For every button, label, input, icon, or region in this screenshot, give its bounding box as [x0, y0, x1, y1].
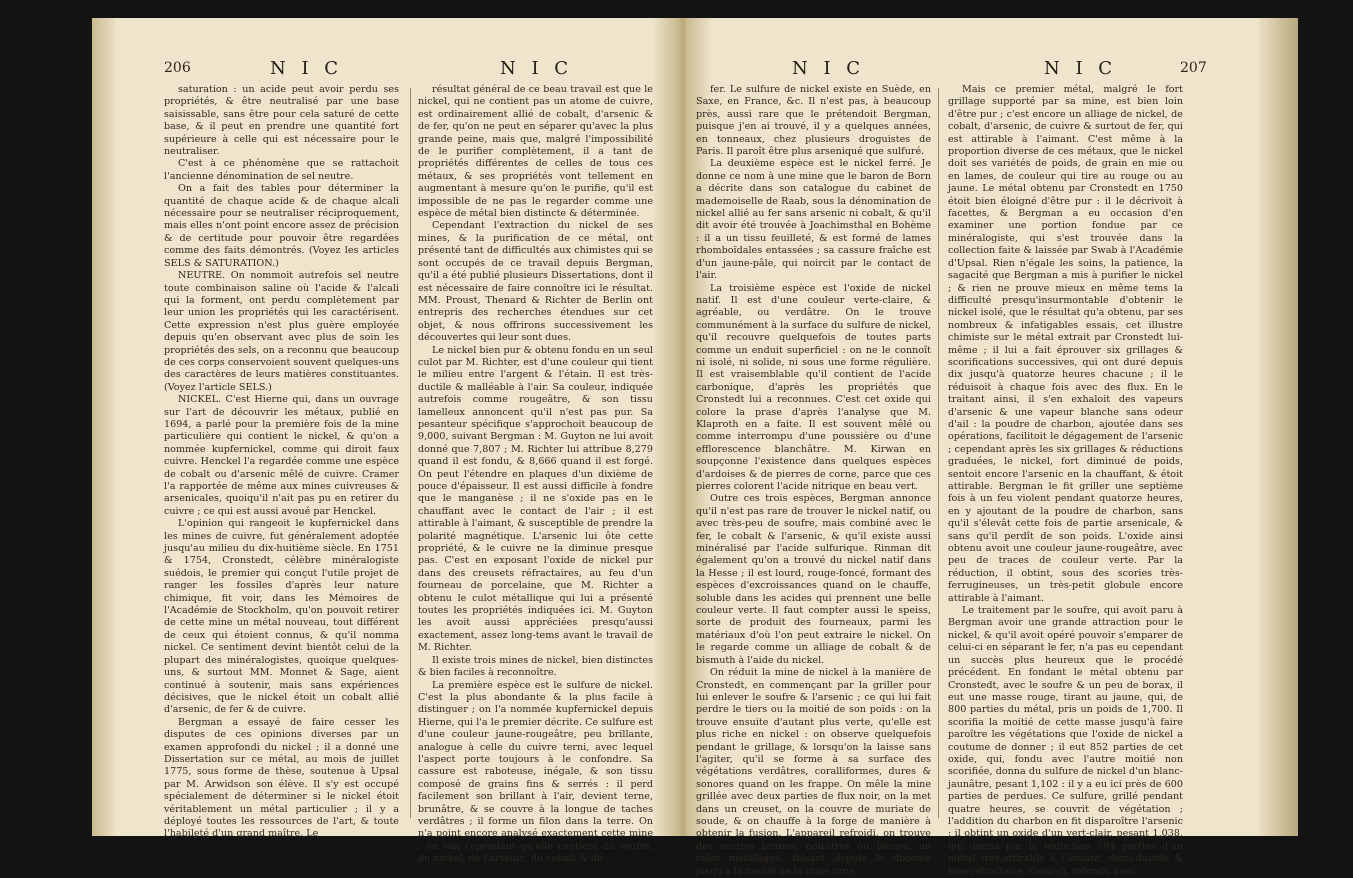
paragraph: La première espèce est le sulfure de nickel. C'est la plus abondante & la plus facile à distinguer ; on l'a nommée kupfernickel depuis Hierne, qui l'a le premier décrite. Ce sulfure est d'une couleur jaune-rougeâtre, peu brillante, analogue à celle du cuivre terni, avec lequel l'aspect porte toujours à le confondre. Sa cassure est raboteuse, inégale, & son tissu composé de grains fins & serrés : il perd facilement son brillant à l'air, devient terne, brunâtre, & se couvre à la longue de taches verdâtres ; il forme un filon dans la terre. On n'a point encore analysé exactement cette mine : on sait cependant qu'elle contient du soufre, du nickel, de l'arsenic, du cobalt & du — [418, 679, 653, 865]
paragraph: Mais ce premier métal, malgré le fort grillage supporté par sa mine, est bien loin d'être pur ; c'est encore un alliage de nickel, de cobalt, d'arsenic, de cuivre & surtout de fer, qui est attirable à l'aimant. C'est même à la proportion diverse de ces métaux, que le nickel doit ses variétés de poids, de grain en mie ou en lames, de couleur qui tire au rouge ou au jaune. Le métal obtenu par Cronstedt en 1750 étoit bien éloigné d'être pur : il le décrivoit à facettes, & Bergman a eu occasion d'en examiner une portion fondue par ce minéralogiste, qui s'est trouvée dans la collection faite & laissée par Swab à l'Académie d'Upsal. Rien n'égale les soins, la patience, la sagacité que Bergman a mis à purifier le nickel ; & rien ne prouve mieux en même tems la difficulté presqu'insurmontable d'obtenir le nickel isolé, que le résultat qu'a obtenu, par ses nombreux & infatigables essais, cet illustre chimiste sur le métal extrait par Cronstedt lui-même ; il lui a fait éprouver six grillages & scorifications successives, qui ont duré depuis dix jusqu'à quatorze heures chacune ; il le réduisoit à chaque fois avec des flux. En le traitant ainsi, il s'en exhaloit des vapeurs d'arsenic & une vapeur blanche sans odeur d'ail : la poudre de charbon, ajoutée dans ses opérations, facilitoit le dégagement de l'arsenic ; cependant après les six grillages & réductions graduées, le nickel, fort diminué de poids, sentoit encore l'arsenic en la chauffant, & étoit attirable. Bergman le fit griller une septième fois à un feu violent pendant quatorze heures, en y ajoutant de la poudre de charbon, sans qu'il s'élevât cette fois de partie arsenicale, & sans qu'il perdît de son poids. L'oxide ainsi obtenu avoit une couleur jaune-rougeâtre, avec peu de traces de couleur verte. Par la réduction, il obtint, sous des scories très-ferrugineuses, un très-petit globule encore attirable à l'aimant. — [948, 84, 1183, 604]
paragraph: résultat général de ce beau travail est que le nickel, qui ne contient pas un atome de cuivre, est ordinairement allié de cobalt, d'arsenic & de fer, qu'on ne peut en séparer qu'avec la plus grande peine, mais que, malgré l'impossibilité de le purifier complètement, il a tant de propriétés différentes de celles de tous ces métaux, & ses propriétés vont tellement en augmentant à mesure qu'on le purifie, qu'il est impossible de ne pas le regarder comme une espèce de métal bien distincte & déterminée. — [418, 84, 653, 220]
paragraph: Bergman a essayé de faire cesser les disputes de ces opinions diverses par un examen approfondi du nickel ; il a donné une Dissertation sur ce métal, au mois de juillet 1775, sous forme de thèse, soutenue à Upsal par M. Arwidson son élève. Il s'y est occupé spécialement de déterminer si le nickel étoit véritablement un métal particulier ; il y a déployé toutes les ressources de l'art, & toute l'habileté d'un grand maître. Le — [164, 716, 399, 840]
paragraph: La deuxième espèce est le nickel ferré. Je donne ce nom à une mine que le baron de Born a décrite dans son catalogue du cabinet de mademoiselle de Raab, sous la dénomination de nickel allié au fer sans arsenic ni cobalt, & qu'il dit avoir été trouvée à Joachimsthal en Bohème : il a un tissu feuilleté, & est formé de lames rhomboïdales entassées ; sa cassure fraîche est d'un jaune-pâle, qui noircit par le contact de l'air. — [696, 158, 931, 282]
paragraph: Il existe trois mines de nickel, bien distinctes & bien faciles à reconnoître. — [418, 654, 653, 679]
paragraph: On réduit la mine de nickel à la manière de Cronstedt, en commençant par la griller pour lui enlever le soufre & l'arsenic ; ce qui lui fait perdre le tiers ou la moitié de son poids : on la trouve ensuite d'autant plus verte, qu'elle est plus riche en nickel : on observe quelquefois pendant le grillage, & lorsqu'on la laisse sans l'agiter, qu'il se forme à sa surface des végétations verdâtres, coralliformes, dures & sonores quand on les frappe. On mêle la mine grillée avec deux parties de flux noir, on la met dans un creuset, on la couvre de muriate de soude, & on chauffe à la forge de manière à obtenir la fusion. L'appareil refroidi, on trouve des scories brunes, noirâtres ou bleues, un culot métallique, faisant depuis le dixième jusqu'à la moitié de la mine crue. — [696, 667, 931, 877]
running-title: N I C — [1044, 58, 1118, 79]
paragraph: On a fait des tables pour déterminer la quantité de chaque acide & de chaque alcali nécessaire pour se neutraliser réciproquement, mais elles n'ont point encore assez de précision & de certitude pour pouvoir être regardées comme des faits démontrés. (Voyez les articles SELS & SATURATION.) — [164, 183, 399, 269]
column-rule — [938, 88, 939, 818]
paragraph: NEUTRE. On nommoit autrefois sel neutre toute combinaison saline où l'acide & l'alcali qui la forment, ont perdu complètement par leur union les propriétés qui les caractérisent. Cette expression n'est plus guère employée depuis qu'en observant avec plus de soin les propriétés des sels, on a reconnu que beaucoup de ces corps conservoient souvent quelques-uns des caractères de leurs matières constituantes. (Voyez l'article SELS.) — [164, 270, 399, 393]
paragraph: NICKEL. C'est Hierne qui, dans un ouvrage sur l'art de découvrir les métaux, publié en 1694, a parlé pour la première fois de la mine particulière qui contient le nickel, & qu'on a nommée kupfernickel, comme qui diroit faux cuivre. Henckel l'a regardée comme une espèce de cobalt ou d'arsenic mêlé de cuivre. Cramer l'a rapportée de même aux mines cuivreuses & arsenicales, quoiqu'il n'ait pas pu en retirer du cuivre ; ce qui est aussi avoué par Henckel. — [164, 394, 399, 517]
paragraph: Outre ces trois espèces, Bergman annonce qu'il n'est pas rare de trouver le nickel natif, ou avec très-peu de soufre, mais combiné avec le fer, le cobalt & l'arsenic, & qu'il existe aussi minéralisé par l'acide sulfurique. Rinman dit également qu'on a trouvé du nickel natif dans la Hesse ; il est lourd, rouge-foncé, formant des espèces d'excroissances quand on le chauffe, soluble dans les acides qui prennent une belle couleur verte. Il faut compter aussi le speiss, sorte de produit des fourneaux, parmi les matériaux d'où l'on peut extraire le nickel. On le regarde comme un alliage de cobalt & de bismuth à l'aide du nickel. — [696, 493, 931, 666]
right-page-header — [682, 60, 1298, 84]
right-page — [682, 18, 1298, 877]
text-column — [696, 84, 931, 878]
paragraph: L'opinion qui rangeoit le kupfernickel dans les mines de cuivre, fut généralement adoptée jusqu'au milieu du dix-huitième siècle. En 1751 & 1754, Cronstedt, célèbre minéralogiste suédois, le premier qui conçut l'utile projet de ranger les fossiles d'après leur nature chimique, fit voir, dans les Mémoires de l'Académie de Stockholm, qu'on pouvoit retirer de cette mine un métal nouveau, tout différent de ceux qui étoient connus, & qu'il nomma nickel. Ce sentiment devint bientôt celui de la plupart des minéralogistes, quoique quelques-uns, & surtout MM. Monnet & Sage, aient continué à soutenir, mais sans expériences décisives, que le nickel étoit un cobalt allié d'arsenic, de fer & de cuivre. — [164, 518, 399, 716]
running-title: N I C — [270, 58, 344, 79]
paragraph: C'est à ce phénomène que se rattachoit l'ancienne dénomination de sel neutre. — [164, 158, 399, 182]
paragraph: saturation : un acide peut avoir perdu ses propriétés, & être neutralisé par une base saisissable, sans être pour cela saturé de cette base, & il peut en prendre une quantité fort supérieure à celle qui est nécessaire pour le neutraliser. — [164, 84, 399, 158]
text-column — [418, 84, 653, 866]
paragraph: Le nickel bien pur & obtenu fondu en un seul culot par M. Richter, est d'une couleur qui tient le milieu entre l'argent & l'étain. Il est très-ductile & malléable à l'air. Sa couleur, indiquée autrefois comme rougeâtre, & son tissu lamelleux annoncent qu'il n'est pas pur. Sa pesanteur spécifique s'approchoit beaucoup de 9,000, suivant Bergman : M. Guyton ne lui avoit donné que 7,807 ; M. Richter lui attribue 8,279 quand il est fondu, & 8,666 quand il est forgé. On peut l'étendre en plaques d'un dixième de pouce d'épaisseur. Il est aussi difficile à fondre que le manganèse ; il ne s'oxide pas en le chauffant avec le contact de l'air ; il est attirable à l'aimant, & susceptible de prendre la polarité magnétique. L'arsenic lui ôte cette propriété, & le cuivre ne la diminue presque pas. C'est en exposant l'oxide de nickel pur dans des creusets réfractaires, au feu d'un fourneau de porcelaine, que M. Richter a obtenu le culot métallique qui lui a présenté toutes les propriétés indiquées ici. M. Guyton les avoit aussi appréciées presqu'aussi exactement, assez long-tems avant le travail de M. Richter. — [418, 344, 653, 654]
running-title: N I C — [792, 58, 866, 79]
running-title: N I C — [500, 58, 574, 79]
paragraph: Le traitement par le soufre, qui avoit paru à Bergman avoir une grande attraction pour le nickel, & qu'il avoit opéré pouvoir s'emparer de celui-ci en séparant le fer, n'a pas eu cependant un succès plus heureux que le procédé précédent. En fondant le métal obtenu par Cronstedt, avec le soufre & un peu de borax, il eut une masse rouge, tirant au jaune, qui, de 800 parties du métal, pris un poids de 1,700. Il scorifia la moitié de cette masse jusqu'à faire paroître les végétations que l'oxide de nickel a coutume de donner ; il eut 852 parties de cet oxide, qui, fondu avec l'autre moitié non scorifiée, donna du sulfure de nickel d'un blanc-jaunâtre, pesant 1,102 : il y a eu ici près de 600 parties de perdues. Ce sulfure, grillé pendant quatre heures, se couvrit de végétation ; l'addition du charbon en fit disparoître l'arsenic ; il obtint un oxide d'un vert-clair, pesant 1,038, qui donna par la réduction 594 parties d'un métal très-attirable à l'aimant, demi-ductile & très-réfractaire. Celui-ci, refondu avec — [948, 605, 1183, 877]
text-column — [164, 84, 399, 841]
left-page — [92, 18, 682, 865]
page-number: 206 — [164, 60, 191, 76]
paragraph: fer. Le sulfure de nickel existe en Suède, en Saxe, en France, &c. Il n'est pas, à beaucoup près, aussi rare que le prétendoit Bergman, puisque j'en ai trouvé, il y a quelques années, en tonneaux, chez plusieurs droguistes de Paris. Il paroît être plus arseniqué que sulfuré. — [696, 84, 931, 158]
page-number: 207 — [1180, 60, 1207, 76]
text-column — [948, 84, 1183, 878]
paragraph: Cependant l'extraction du nickel de ses mines, & la purification de ce métal, ont présenté tant de difficultés aux chimistes qui se sont occupés de ce travail depuis Bergman, qu'il a été publié plusieurs Dissertations, dont il est nécessaire de faire connoître ici le résultat. MM. Proust, Thenard & Richter de Berlin ont entrepris des recherches étendues sur cet objet, & nous offrirons successivement les découvertes qui leur sont dues. — [418, 220, 653, 344]
book-spread — [92, 18, 1298, 877]
paragraph: La troisième espèce est l'oxide de nickel natif. Il est d'une couleur verte-claire, & agréable, ou verdâtre. On le trouve communément à la surface du sulfure de nickel, qu'il recouvre quelquefois de toutes parts comme un enduit superficiel : on ne le connoît ni isolé, ni solide, ni sous une forme régulière. Il est vraisemblable qu'il contient de l'acide carbonique, d'après les propriétés que Cronstedt lui a reconnues. C'est cet oxide qui colore la prase d'après l'analyse que M. Klaproth en a faite. Il est souvent mêlé ou comme interrompu d'une poussière ou d'une efflorescence blanchâtre. M. Kirwan en soupçonne l'existence dans quelques espèces d'ardoises & de pierres de corne, parce que ces pierres colorent l'acide nitrique en beau vert. — [696, 282, 931, 492]
column-rule — [410, 88, 411, 818]
left-page-header — [92, 60, 682, 84]
